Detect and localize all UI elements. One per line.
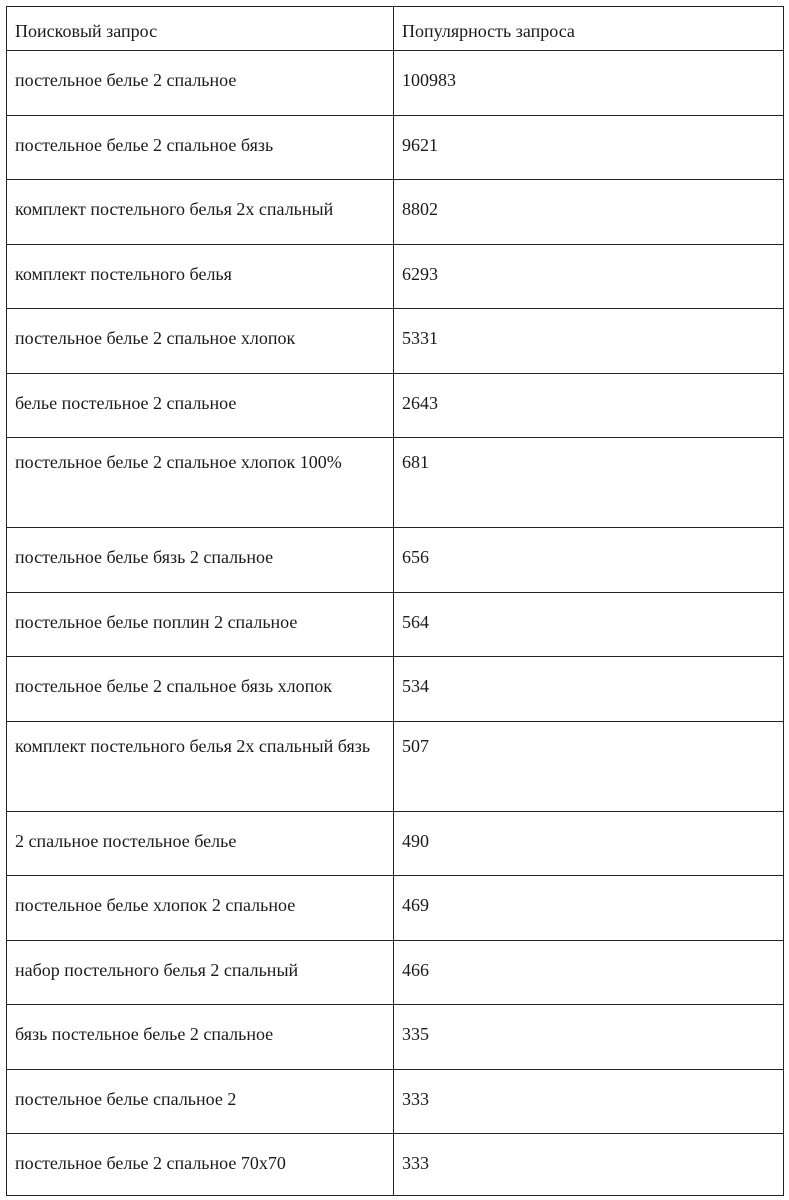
header-search-query: Поисковый запрос [7, 7, 394, 51]
table-row [7, 244, 784, 309]
popularity-cell: 466 [394, 940, 784, 1005]
table-row [7, 721, 784, 811]
popularity-cell: 6293 [394, 244, 784, 309]
table-row [7, 180, 784, 245]
table-row [7, 1069, 784, 1134]
table-row [7, 51, 784, 116]
table-row [7, 940, 784, 1005]
query-cell: 2 спальное постельное белье [7, 811, 394, 876]
popularity-cell: 100983 [394, 51, 784, 116]
query-cell: белье постельное 2 спальное [7, 373, 394, 438]
table-row [7, 876, 784, 941]
query-cell: постельное белье 2 спальное хлопок [7, 309, 394, 374]
query-cell: комплект постельного белья [7, 244, 394, 309]
popularity-cell: 656 [394, 528, 784, 593]
table-row [7, 592, 784, 657]
popularity-cell: 335 [394, 1005, 784, 1070]
table-row [7, 811, 784, 876]
query-cell: постельное белье хлопок 2 спальное [7, 876, 394, 941]
query-cell: постельное белье 2 спальное бязь [7, 115, 394, 180]
header-query-popularity: Популярность запроса [394, 7, 784, 51]
table-row [7, 1005, 784, 1070]
popularity-cell: 5331 [394, 309, 784, 374]
popularity-cell: 9621 [394, 115, 784, 180]
popularity-cell: 681 [394, 438, 784, 528]
query-cell: постельное белье спальное 2 [7, 1069, 394, 1134]
popularity-cell: 333 [394, 1069, 784, 1134]
table-row [7, 438, 784, 528]
table-header-row [7, 7, 784, 51]
query-cell: постельное белье бязь 2 спальное [7, 528, 394, 593]
query-cell: комплект постельного белья 2х спальный [7, 180, 394, 245]
popularity-cell: 8802 [394, 180, 784, 245]
table-row [7, 657, 784, 722]
query-cell: постельное белье 2 спальное [7, 51, 394, 116]
query-cell: набор постельного белья 2 спальный [7, 940, 394, 1005]
table-row [7, 373, 784, 438]
popularity-cell: 2643 [394, 373, 784, 438]
query-cell: постельное белье 2 спальное бязь хлопок [7, 657, 394, 722]
popularity-cell: 507 [394, 721, 784, 811]
popularity-cell: 469 [394, 876, 784, 941]
search-queries-table [6, 6, 784, 1196]
table-row [7, 309, 784, 374]
table-row [7, 1134, 784, 1196]
query-cell: бязь постельное белье 2 спальное [7, 1005, 394, 1070]
query-cell: постельное белье 2 спальное 70х70 [7, 1134, 394, 1196]
popularity-cell: 534 [394, 657, 784, 722]
popularity-cell: 333 [394, 1134, 784, 1196]
query-cell: комплект постельного белья 2х спальный бязь [7, 721, 394, 811]
popularity-cell: 564 [394, 592, 784, 657]
table-row [7, 528, 784, 593]
table-row [7, 115, 784, 180]
popularity-cell: 490 [394, 811, 784, 876]
query-cell: постельное белье 2 спальное хлопок 100% [7, 438, 394, 528]
query-cell: постельное белье поплин 2 спальное [7, 592, 394, 657]
